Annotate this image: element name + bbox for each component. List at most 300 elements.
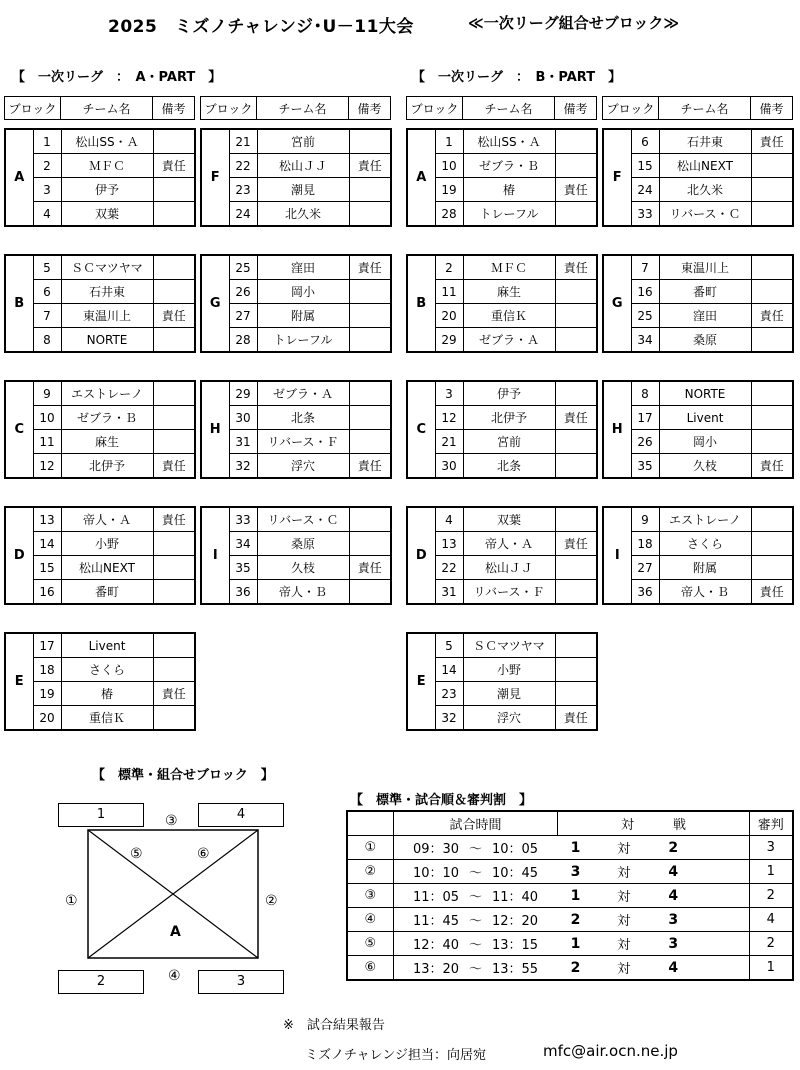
block-letter: F: [201, 129, 229, 226]
team-row: [407, 532, 597, 556]
match-mark-2: ②: [265, 893, 278, 909]
block-table: [406, 254, 598, 353]
start-time: 13：20: [393, 956, 459, 981]
team-number: 25: [229, 255, 257, 280]
team-name: 番町: [659, 280, 751, 304]
block-letter: E: [5, 633, 33, 730]
team-name: 小野: [61, 532, 153, 556]
team-number: 35: [229, 556, 257, 580]
team-name: ゼブラ・Ｂ: [463, 154, 555, 178]
team-name: 岡小: [257, 280, 349, 304]
team-number: 7: [631, 255, 659, 280]
team-name: 帝人・Ａ: [61, 507, 153, 532]
header-empty: [347, 811, 393, 836]
team-name: 窪田: [659, 304, 751, 328]
time-separator: ～: [459, 836, 492, 860]
team-name: 北久米: [659, 178, 751, 202]
home-team: 1: [558, 836, 593, 860]
vs-label: 対: [593, 836, 655, 860]
team-name: 番町: [61, 580, 153, 605]
team-note: 責任: [349, 454, 391, 479]
team-number: 16: [33, 580, 61, 605]
start-time: 11：05: [393, 884, 459, 908]
team-number: 4: [435, 507, 463, 532]
team-number: 12: [33, 454, 61, 479]
header-block: ブロック: [407, 97, 463, 120]
team-number: 17: [631, 406, 659, 430]
block-letter: I: [603, 507, 631, 604]
time-separator: ～: [459, 884, 492, 908]
team-note: [751, 507, 793, 532]
team-number: 35: [631, 454, 659, 479]
team-row: [603, 154, 793, 178]
team-number: 12: [435, 406, 463, 430]
team-number: 17: [33, 633, 61, 658]
team-name: 帝人・Ａ: [463, 532, 555, 556]
team-name: 東温川上: [659, 255, 751, 280]
team-number: 19: [435, 178, 463, 202]
vs-padding: [692, 860, 749, 884]
position-box-1: 1: [58, 803, 144, 827]
block-letter: I: [201, 507, 229, 604]
header-block: ブロック: [5, 97, 61, 120]
header-note: 備考: [555, 97, 597, 120]
end-time: 12：20: [492, 908, 558, 932]
block-table: [602, 380, 794, 479]
team-row: [407, 304, 597, 328]
start-time: 12：40: [393, 932, 459, 956]
end-time: 11：40: [492, 884, 558, 908]
away-team: 3: [655, 932, 692, 956]
team-name: 松山SS・Ａ: [61, 129, 153, 154]
home-team: 2: [558, 956, 593, 981]
home-team: 2: [558, 908, 593, 932]
end-time: 13：15: [492, 932, 558, 956]
header-time: 試合時間: [393, 811, 558, 836]
team-name: 東温川上: [61, 304, 153, 328]
team-number: 3: [33, 178, 61, 202]
header-note: 備考: [349, 97, 391, 120]
block-letter: A: [407, 129, 435, 226]
team-name: 麻生: [61, 430, 153, 454]
page-subtitle: ≪一次リーグ組合せブロック≫: [468, 14, 680, 32]
team-name: 松山NEXT: [61, 556, 153, 580]
team-note: [555, 430, 597, 454]
team-number: 11: [33, 430, 61, 454]
team-number: 23: [435, 682, 463, 706]
team-note: 責任: [555, 178, 597, 202]
team-number: 6: [33, 280, 61, 304]
match-number: ⑤: [347, 932, 393, 956]
block-letter: E: [407, 633, 435, 730]
block-table: [406, 128, 598, 227]
block-letter: G: [201, 255, 229, 352]
match-number: ⑥: [347, 956, 393, 981]
team-number: 22: [229, 154, 257, 178]
team-name: 松山ＪＪ: [257, 154, 349, 178]
team-number: 26: [631, 430, 659, 454]
team-number: 10: [435, 154, 463, 178]
team-name: リバース・Ｃ: [257, 507, 349, 532]
team-note: [555, 304, 597, 328]
team-row: [603, 430, 793, 454]
block-table: [406, 380, 598, 479]
team-number: 4: [33, 202, 61, 227]
vs-label: 対: [593, 884, 655, 908]
vs-label: 対: [593, 932, 655, 956]
team-row: [407, 658, 597, 682]
end-time: 10：05: [492, 836, 558, 860]
end-time: 10：45: [492, 860, 558, 884]
team-number: 9: [631, 507, 659, 532]
team-name: ＳＣマツヤマ: [61, 255, 153, 280]
team-name: 松山ＪＪ: [463, 556, 555, 580]
team-number: 28: [229, 328, 257, 353]
team-note: [555, 202, 597, 227]
team-name: 宮前: [463, 430, 555, 454]
team-number: 11: [435, 280, 463, 304]
team-row: [603, 202, 793, 227]
team-number: 18: [33, 658, 61, 682]
header-vs: 対 戦: [558, 811, 749, 836]
team-name: ＭＦＣ: [463, 255, 555, 280]
block-table: [602, 506, 794, 605]
team-name: 石井東: [61, 280, 153, 304]
team-name: リバース・Ｆ: [257, 430, 349, 454]
vs-label: 対: [593, 956, 655, 981]
team-number: 20: [33, 706, 61, 731]
schedule-row: [347, 836, 793, 860]
header-ref: 審判: [749, 811, 793, 836]
team-row: [407, 706, 597, 731]
team-name: 帝人・Ｂ: [659, 580, 751, 605]
team-number: 18: [631, 532, 659, 556]
page-title: 2025 ミズノチャレンジ･U－11大会: [108, 17, 414, 37]
header-team: チーム名: [257, 97, 349, 120]
team-note: 責任: [153, 154, 195, 178]
team-number: 13: [435, 532, 463, 556]
team-number: 6: [631, 129, 659, 154]
team-note: 責任: [153, 304, 195, 328]
schedule-header-row: [347, 811, 793, 836]
team-name: 北久米: [257, 202, 349, 227]
team-number: 36: [631, 580, 659, 605]
team-name: 松山SS・Ａ: [463, 129, 555, 154]
team-name: 浮穴: [463, 706, 555, 731]
team-name: 潮見: [257, 178, 349, 202]
team-note: [751, 556, 793, 580]
team-number: 33: [229, 507, 257, 532]
schedule-row: [347, 884, 793, 908]
diagram-block-label: A: [170, 924, 181, 940]
away-team: 3: [655, 908, 692, 932]
block-letter: C: [407, 381, 435, 478]
team-name: 北伊予: [463, 406, 555, 430]
team-number: 14: [33, 532, 61, 556]
team-number: 24: [631, 178, 659, 202]
match-mark-5: ⑤: [130, 846, 143, 862]
home-team: 1: [558, 884, 593, 908]
team-number: 29: [229, 381, 257, 406]
team-row: [407, 255, 597, 280]
vs-label: 対: [593, 860, 655, 884]
team-note: 責任: [349, 154, 391, 178]
team-name: NORTE: [61, 328, 153, 353]
match-number: ②: [347, 860, 393, 884]
team-note: [555, 454, 597, 479]
team-name: 岡小: [659, 430, 751, 454]
team-name: 双葉: [463, 507, 555, 532]
team-number: 3: [435, 381, 463, 406]
team-row: [603, 280, 793, 304]
team-number: 23: [229, 178, 257, 202]
team-name: さくら: [659, 532, 751, 556]
team-row: [407, 178, 597, 202]
header-team: チーム名: [61, 97, 153, 120]
team-number: 20: [435, 304, 463, 328]
schedule-row: [347, 908, 793, 932]
team-name: NORTE: [659, 381, 751, 406]
team-name: 桑原: [659, 328, 751, 353]
team-row: [407, 381, 597, 406]
vs-padding: [692, 836, 749, 860]
team-name: ＳＣマツヤマ: [463, 633, 555, 658]
referee-team: 3: [749, 836, 793, 860]
team-number: 5: [435, 633, 463, 658]
team-note: 責任: [555, 406, 597, 430]
team-note: [751, 154, 793, 178]
team-number: 24: [229, 202, 257, 227]
team-note: 責任: [555, 255, 597, 280]
team-number: 7: [33, 304, 61, 328]
away-team: 4: [655, 884, 692, 908]
team-number: 21: [229, 129, 257, 154]
vs-padding: [692, 956, 749, 981]
start-time: 11：45: [393, 908, 459, 932]
end-time: 13：55: [492, 956, 558, 981]
team-row: [407, 507, 597, 532]
team-note: [555, 633, 597, 658]
team-name: 帝人・Ｂ: [257, 580, 349, 605]
team-note: 責任: [555, 532, 597, 556]
team-number: 28: [435, 202, 463, 227]
team-name: 伊予: [61, 178, 153, 202]
match-mark-1: ①: [65, 893, 78, 909]
team-note: [555, 507, 597, 532]
block-letter: D: [5, 507, 33, 604]
referee-team: 2: [749, 884, 793, 908]
team-note: 責任: [153, 682, 195, 706]
header-note: 備考: [751, 97, 793, 120]
start-time: 10：10: [393, 860, 459, 884]
time-separator: ～: [459, 956, 492, 981]
team-note: [751, 406, 793, 430]
team-number: 10: [33, 406, 61, 430]
team-row: [603, 580, 793, 605]
team-note: 責任: [751, 454, 793, 479]
team-name: エストレーノ: [659, 507, 751, 532]
team-name: 北伊予: [61, 454, 153, 479]
team-row: [407, 129, 597, 154]
team-number: 32: [435, 706, 463, 731]
team-note: [555, 658, 597, 682]
position-box-2: 2: [58, 970, 144, 994]
team-note: [751, 255, 793, 280]
team-note: [751, 178, 793, 202]
team-note: [751, 280, 793, 304]
team-name: Livent: [659, 406, 751, 430]
referee-team: 2: [749, 932, 793, 956]
block-letter: H: [201, 381, 229, 478]
team-name: リバース・Ｆ: [463, 580, 555, 605]
team-name: 松山NEXT: [659, 154, 751, 178]
team-name: エストレーノ: [61, 381, 153, 406]
team-name: 北条: [463, 454, 555, 479]
time-separator: ～: [459, 860, 492, 884]
away-team: 4: [655, 956, 692, 981]
start-time: 09：30: [393, 836, 459, 860]
match-mark-6: ⑥: [197, 846, 210, 862]
team-name: トレーフル: [463, 202, 555, 227]
team-name: 重信Ｋ: [61, 706, 153, 731]
team-row: [603, 507, 793, 532]
team-row: [603, 406, 793, 430]
column-header-table: [406, 96, 597, 120]
team-name: 双葉: [61, 202, 153, 227]
schedule-title: 【 標準・試合順＆審判割 】: [350, 793, 533, 808]
block-table: [406, 506, 598, 605]
team-number: 27: [631, 556, 659, 580]
team-name: 久枝: [257, 556, 349, 580]
header-note: 備考: [153, 97, 195, 120]
team-name: ゼブラ・Ｂ: [61, 406, 153, 430]
team-name: さくら: [61, 658, 153, 682]
team-note: [751, 328, 793, 353]
block-letter: C: [5, 381, 33, 478]
team-row: [603, 255, 793, 280]
contact-email[interactable]: mfc@air.ocn.ne.jp: [543, 1042, 678, 1060]
team-note: [555, 381, 597, 406]
team-number: 29: [435, 328, 463, 353]
team-row: [603, 178, 793, 202]
team-number: 30: [435, 454, 463, 479]
match-mark-4: ④: [168, 968, 181, 984]
team-note: [555, 556, 597, 580]
team-number: 13: [33, 507, 61, 532]
team-note: [555, 580, 597, 605]
block-letter: H: [603, 381, 631, 478]
team-name: 石井東: [659, 129, 751, 154]
away-team: 2: [655, 836, 692, 860]
column-header-table: [602, 96, 793, 120]
team-note: 責任: [751, 129, 793, 154]
team-number: 25: [631, 304, 659, 328]
team-number: 21: [435, 430, 463, 454]
team-number: 15: [631, 154, 659, 178]
team-note: [555, 154, 597, 178]
team-row: [407, 328, 597, 353]
team-name: 椿: [61, 682, 153, 706]
team-number: 8: [631, 381, 659, 406]
header-team: チーム名: [659, 97, 751, 120]
team-name: トレーフル: [257, 328, 349, 353]
part-b-heading: 【 一次リーグ ： B・PART 】: [412, 70, 622, 85]
block-letter: B: [5, 255, 33, 352]
team-number: 31: [435, 580, 463, 605]
team-name: 附属: [257, 304, 349, 328]
team-row: [603, 556, 793, 580]
team-row: [407, 280, 597, 304]
block-letter: F: [603, 129, 631, 226]
block-letter: B: [407, 255, 435, 352]
team-number: 1: [33, 129, 61, 154]
team-number: 22: [435, 556, 463, 580]
team-row: [407, 430, 597, 454]
contact-person: ミズノチャレンジ担当：向居宛: [305, 1048, 486, 1063]
vs-padding: [692, 884, 749, 908]
team-number: 2: [435, 255, 463, 280]
team-note: [555, 682, 597, 706]
team-note: [751, 532, 793, 556]
schedule-row: [347, 860, 793, 884]
team-row: [407, 406, 597, 430]
match-number: ①: [347, 836, 393, 860]
team-name: 桑原: [257, 532, 349, 556]
team-name: 椿: [463, 178, 555, 202]
team-note: 責任: [349, 255, 391, 280]
team-note: [751, 202, 793, 227]
block-table: [602, 128, 794, 227]
team-name: 小野: [463, 658, 555, 682]
match-mark-3: ③: [165, 813, 178, 829]
team-note: [751, 430, 793, 454]
team-name: リバース・Ｃ: [659, 202, 751, 227]
team-row: [407, 154, 597, 178]
away-team: 4: [655, 860, 692, 884]
team-name: 附属: [659, 556, 751, 580]
team-name: 久枝: [659, 454, 751, 479]
team-name: 重信Ｋ: [463, 304, 555, 328]
team-note: 責任: [153, 454, 195, 479]
team-number: 5: [33, 255, 61, 280]
team-number: 2: [33, 154, 61, 178]
team-note: 責任: [751, 304, 793, 328]
team-name: ゼブラ・Ａ: [463, 328, 555, 353]
vs-padding: [692, 932, 749, 956]
part-a-heading: 【 一次リーグ ： A・PART 】: [12, 70, 222, 85]
team-number: 36: [229, 580, 257, 605]
time-separator: ～: [459, 908, 492, 932]
block-table: [602, 254, 794, 353]
team-number: 27: [229, 304, 257, 328]
block-letter: A: [5, 129, 33, 226]
team-name: Livent: [61, 633, 153, 658]
team-number: 15: [33, 556, 61, 580]
team-number: 1: [435, 129, 463, 154]
team-name: 宮前: [257, 129, 349, 154]
team-row: [407, 202, 597, 227]
team-row: [603, 381, 793, 406]
home-team: 1: [558, 932, 593, 956]
team-name: 潮見: [463, 682, 555, 706]
team-number: 32: [229, 454, 257, 479]
team-row: [407, 633, 597, 658]
referee-team: 1: [749, 860, 793, 884]
report-note: ※ 試合結果報告: [283, 1018, 385, 1033]
block-table: [406, 632, 598, 731]
vs-padding: [692, 908, 749, 932]
team-number: 34: [631, 328, 659, 353]
